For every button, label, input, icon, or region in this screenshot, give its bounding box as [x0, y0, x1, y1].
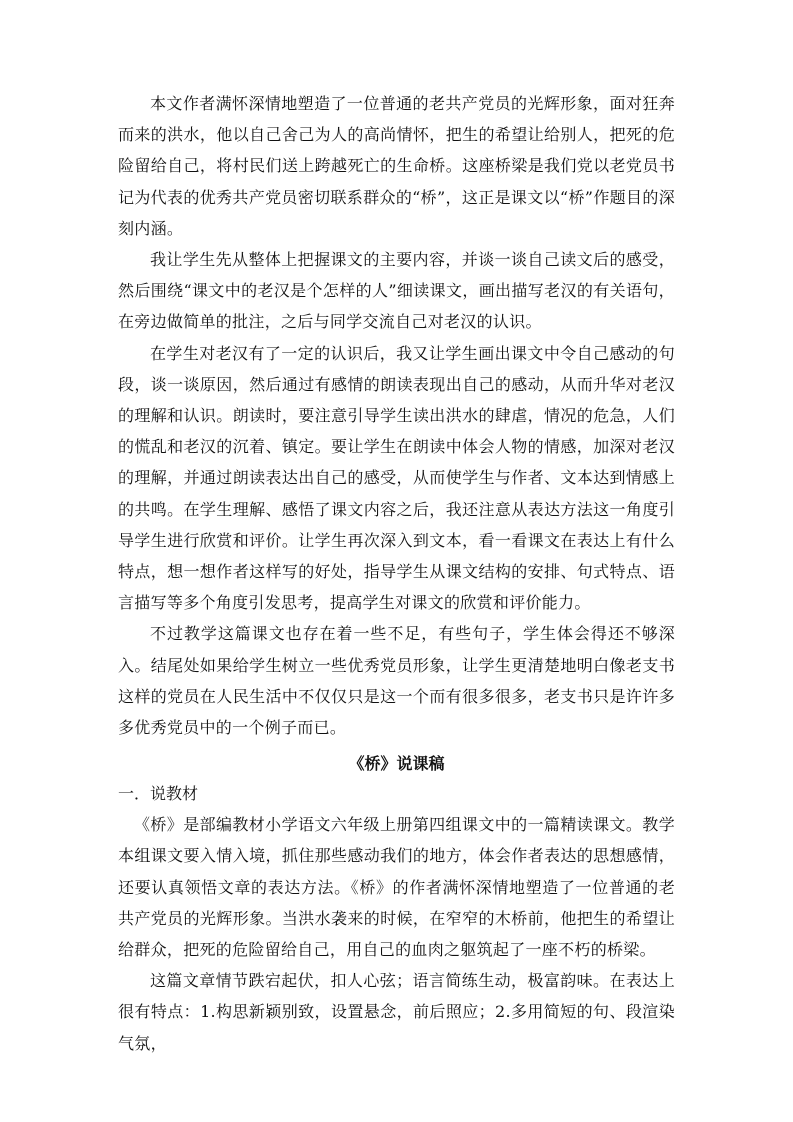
document-title: 《桥》说课稿	[348, 754, 445, 774]
body-paragraph: 不过教学这篇课文也存在着一些不足，有些句子，学生体会得还不够深入。结尾处如果给学生树立一些优秀党员形象，让学生更清楚地明白像老支书这样的党员在人民生活中不仅仅只是这一个而有很多很多，老支书只是许许多多优秀党员中的一个例子而已。	[118, 624, 675, 738]
body-paragraph: 《桥》是部编教材小学语文六年级上册第四组课文中的一篇精读课文。教学本组课文要入情入境，抓住那些感动我们的地方，体会作者表达的思想感情，还要认真领悟文章的表达方法。《桥》的作者满怀深情地塑造了一位普通的老共产党员的光辉形象。当洪水袭来的时候，在窄窄的木桥前，他把生的希望让给群众，把死的危险留给自己，用自己的血肉之躯筑起了一座不朽的桥梁。	[118, 815, 675, 960]
body-paragraph: 这篇文章情节跌宕起伏，扣人心弦；语言简练生动，极富韵味。在表达上很有特点：1.构思新颖别致，设置悬念，前后照应；2.多用简短的句、段渲染气氛，	[118, 971, 675, 1053]
body-paragraph: 在学生对老汉有了一定的认识后，我又让学生画出课文中令自己感动的句段，谈一谈原因，然后通过有感情的朗读表现出自己的感动，从而升华对老汉的理解和认识。朗读时，要注意引导学生读出洪水的肆虐，情况的危急，人们的慌乱和老汉的沉着、镇定。要让学生在朗读中体会人物的情感，加深对老汉的理解，并通过朗读表达出自己的感受，从而使学生与作者、文本达到情感上的共鸣。在学生理解、感悟了课文内容之后，我还注意从表达方法这一角度引导学生进行欣赏和评价。让学生再次深入到文本，看一看课文在表达上有什么特点，想一想作者这样写的好处，指导学生从课文结构的安排、句式特点、语言描写等多个角度引发思考，提高学生对课文的欣赏和评价能力。	[118, 343, 675, 613]
document-page	[118, 88, 675, 1059]
body-paragraph: 我让学生先从整体上把握课文的主要内容，并谈一谈自己读文后的感受，然后围绕“课文中的老汉是个怎样的人”细读课文，画出描写老汉的有关语句，在旁边做简单的批注，之后与同学交流自己对老汉的认识。	[118, 250, 675, 332]
section-heading: 一．说教材	[118, 784, 199, 804]
body-paragraph: 本文作者满怀深情地塑造了一位普通的老共产党员的光辉形象，面对狂奔而来的洪水，他以自己舍己为人的高尚情怀，把生的希望让给别人，把死的危险留给自己，将村民们送上跨越死亡的生命桥。这座桥梁是我们党以老党员书记为代表的优秀共产党员密切联系群众的“桥”，这正是课文以“桥”作题目的深刻内涵。	[118, 94, 675, 238]
